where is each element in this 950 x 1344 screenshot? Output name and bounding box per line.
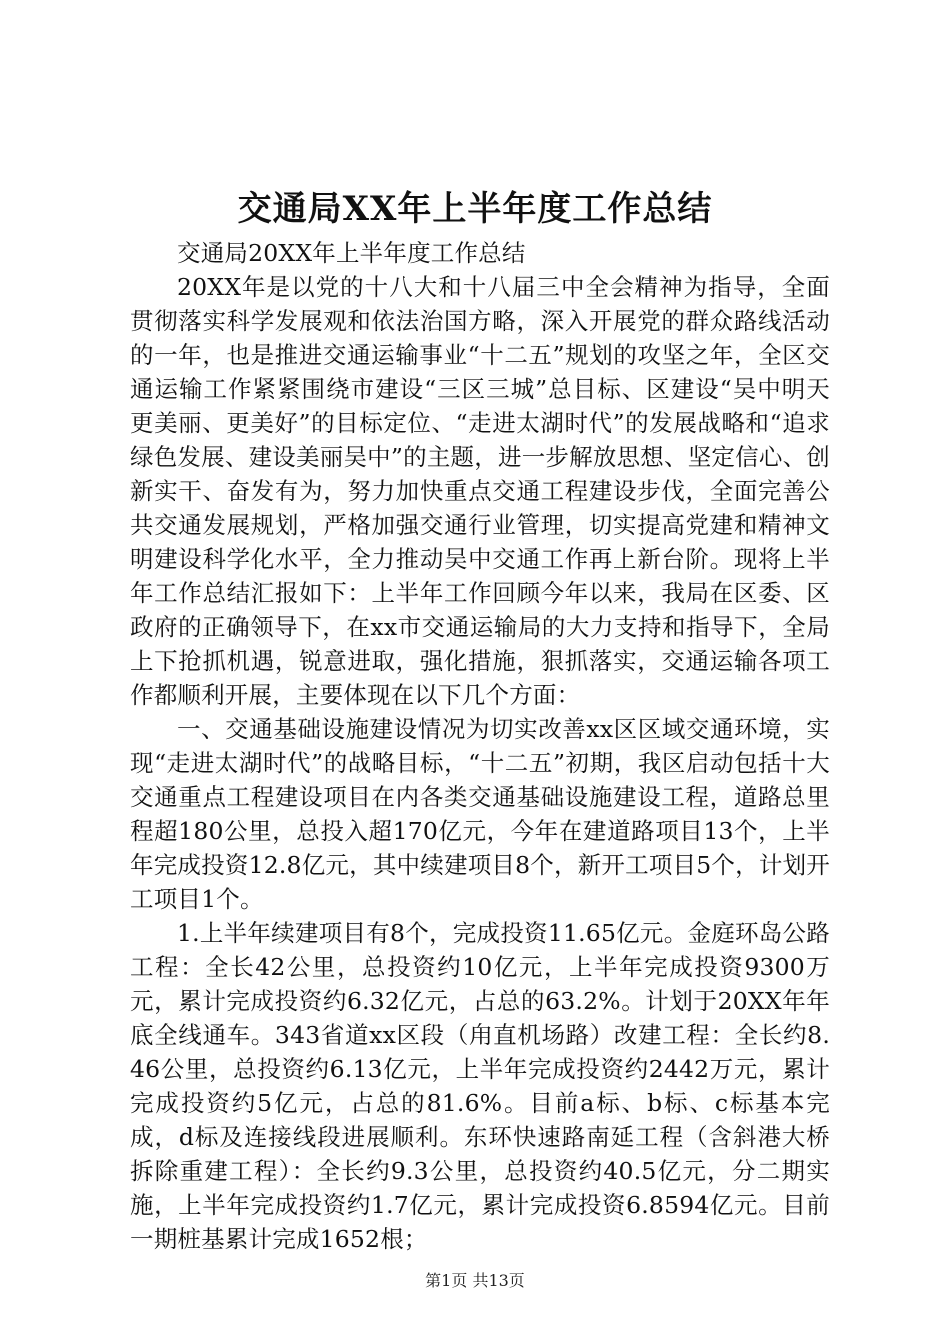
page-footer: 第1页 共13页 [425,1271,525,1290]
document-title: 交通局XX年上半年度工作总结 [237,189,713,229]
paragraph-intro: 20XX年是以党的十八大和十八届三中全会精神为指导，全面贯彻落实科学发展观和依法治国方略，深入开展党的群众路线活动的一年，也是推进交通运输事业“十二五”规划的攻坚之年，全区交通运输工作紧紧围绕市建设“三区三城”总目标、区建设“吴中明天更美丽、更美好”的目标定位、“走进太湖时代”的发展战略和“追求绿色发展、建设美丽吴中”的主题，进一步解放思想、坚定信心、创新实干、奋发有为，努力加快重点交通工程建设步伐，全面完善公共交通发展规划，严格加强交通行业管理，切实提高党建和精神文明建设科学化水平，全力推动吴中交通工作再上新台阶。现将上半年工作总结汇报如下：上半年工作回顾今年以来，我局在区委、区政府的正确领导下，在xx市交通运输局的大力支持和指导下，全局上下抢抓机遇，锐意进取，强化措施，狠抓落实，交通运输各项工作都顺利开展，主要体现在以下几个方面： [130,273,830,709]
paragraph-subtitle: 交通局20XX年上半年度工作总结 [177,239,526,267]
document-body [130,236,830,1256]
paragraph-item-one: 1.上半年续建项目有8个，完成投资11.65亿元。金庭环岛公路工程：全长42公里，总投资约10亿元，上半年完成投资9300万元，累计完成投资约6.32亿元，占总的63.2%。计划于20XX年年底全线通车。343省道xx区段（甪直机场路）改建工程：全长约8.46公里，总投资约6.13亿元，上半年完成投资约2442万元，累计完成投资约5亿元，占总的81.6%。目前a标、b标、c标基本完成，d标及连接线段进展顺利。东环快速路南延工程（含斜港大桥拆除重建工程）：全长约9.3公里，总投资约40.5亿元，分二期实施，上半年完成投资约1.7亿元，累计完成投资6.8594亿元。目前一期桩基累计完成1652根； [130,919,830,1253]
paragraph-section-one: 一、交通基础设施建设情况为切实改善xx区区域交通环境，实现“走进太湖时代”的战略目标，“十二五”初期，我区启动包括十大交通重点工程建设项目在内各类交通基础设施建设工程，道路总里程超180公里，总投入超170亿元，今年在建道路项目13个，上半年完成投资12.8亿元，其中续建项目8个，新开工项目5个，计划开工项目1个。 [130,715,830,913]
